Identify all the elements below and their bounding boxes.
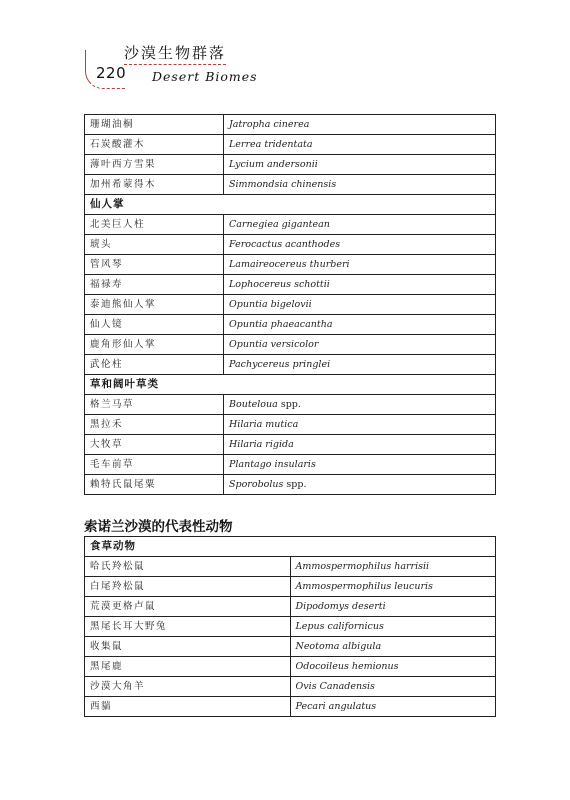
scientific-name-cell <box>224 255 496 275</box>
common-name-cell: 白尾羚松鼠 <box>85 577 291 597</box>
scientific-name-text: Lophocereus schottii <box>229 279 330 290</box>
common-name-cell: 武伦柱 <box>85 355 224 375</box>
table-row <box>85 557 496 577</box>
group-label: 草和阔叶草类 <box>85 375 496 395</box>
scientific-name-text: Pecari angulatus <box>295 701 377 712</box>
animals-section-heading: 索诺兰沙漠的代表性动物 <box>84 519 233 535</box>
common-name-cell: 格兰马草 <box>85 395 224 415</box>
scientific-name-text: Carnegiea gigantean <box>229 219 330 230</box>
scientific-name-cell <box>224 115 496 135</box>
scientific-name-cell <box>290 597 496 617</box>
book-title: 沙漠生物群落 <box>124 44 227 62</box>
scientific-name-cell <box>224 175 496 195</box>
common-name-cell: 收集鼠 <box>85 637 291 657</box>
scientific-name-cell <box>290 577 496 597</box>
page-number: 220 <box>96 64 127 82</box>
scientific-name-text: Lerrea tridentata <box>229 139 313 150</box>
common-name-cell: 赖特氏鼠尾粟 <box>85 475 224 495</box>
table-row <box>85 657 496 677</box>
table-row <box>85 235 496 255</box>
scientific-name-text: Ammospermophilus harrisii <box>295 561 430 572</box>
common-name-cell: 黑拉禾 <box>85 415 224 435</box>
table-row <box>85 697 496 717</box>
common-name-cell: 毛车前草 <box>85 455 224 475</box>
scientific-name-text: Dipodomys deserti <box>295 601 386 612</box>
group-label: 仙人掌 <box>85 195 496 215</box>
table-row <box>85 155 496 175</box>
scientific-name-cell <box>290 657 496 677</box>
table-row <box>85 455 496 475</box>
common-name-cell: 大牧草 <box>85 435 224 455</box>
scientific-name-cell <box>224 135 496 155</box>
common-name-cell: 哈氏羚松鼠 <box>85 557 291 577</box>
group-row <box>85 537 496 557</box>
scientific-name-cell <box>224 275 496 295</box>
scientific-name-cell <box>290 677 496 697</box>
table-row <box>85 637 496 657</box>
group-row <box>85 375 496 395</box>
scientific-name-cell <box>224 475 496 495</box>
common-name-cell: 福禄寿 <box>85 275 224 295</box>
common-name-cell: 北美巨人柱 <box>85 215 224 235</box>
scientific-name-cell <box>290 697 496 717</box>
table-row <box>85 315 496 335</box>
scientific-name-cell <box>224 415 496 435</box>
table-row <box>85 617 496 637</box>
scientific-name-text: Neotoma albigula <box>295 641 382 652</box>
table-row <box>85 135 496 155</box>
scientific-name-text: Opuntia bigelovii <box>229 299 312 310</box>
scientific-name-text: Jatropha cinerea <box>229 119 310 130</box>
header-decoration-rule <box>124 64 226 65</box>
common-name-cell: 鹿角形仙人掌 <box>85 335 224 355</box>
scientific-name-text: Lepus californicus <box>295 621 384 632</box>
scientific-name-cell <box>224 355 496 375</box>
scientific-name-text: Opuntia phaeacantha <box>229 319 333 330</box>
table-row <box>85 175 496 195</box>
scientific-name-text: Opuntia versicolor <box>229 339 319 350</box>
scientific-name-text: Ferocactus acanthodes <box>229 239 341 250</box>
scientific-name-cell <box>290 617 496 637</box>
table-row <box>85 255 496 275</box>
common-name-cell: 黑尾鹿 <box>85 657 291 677</box>
table-row <box>85 395 496 415</box>
scientific-name-cell <box>224 395 496 415</box>
scientific-name-cell <box>224 215 496 235</box>
scientific-name-suffix: spp. <box>283 479 307 490</box>
plants-table <box>84 114 496 495</box>
scientific-name-text: Hilaria rigida <box>229 439 294 450</box>
group-label: 食草动物 <box>85 537 496 557</box>
scientific-name-text: Odocoileus hemionus <box>295 661 399 672</box>
common-name-cell: 加州希蒙得木 <box>85 175 224 195</box>
scientific-name-text: Lamaireocereus thurberi <box>229 259 350 270</box>
table-row <box>85 275 496 295</box>
scientific-name-text: Pachycereus pringlei <box>229 359 331 370</box>
table-row <box>85 677 496 697</box>
scientific-name-text: Ammospermophilus leucuris <box>295 581 433 592</box>
plants-table-body <box>85 115 496 495</box>
scientific-name-cell <box>290 557 496 577</box>
table-row <box>85 215 496 235</box>
scientific-name-text: Hilaria mutica <box>229 419 299 430</box>
scientific-name-text: Lycium andersonii <box>229 159 318 170</box>
scientific-name-text: Simmondsia chinensis <box>229 179 337 190</box>
table-row <box>85 435 496 455</box>
animals-table-body <box>85 537 496 717</box>
table-row <box>85 115 496 135</box>
scientific-name-text: Bouteloua <box>229 399 278 410</box>
table-row <box>85 335 496 355</box>
scientific-name-suffix: spp. <box>277 399 301 410</box>
scientific-name-text: Ovis Canadensis <box>295 681 375 692</box>
scientific-name-cell <box>224 435 496 455</box>
common-name-cell: 石炭酸灌木 <box>85 135 224 155</box>
scientific-name-text: Plantago insularis <box>229 459 316 470</box>
common-name-cell: 西貒 <box>85 697 291 717</box>
table-row <box>85 577 496 597</box>
scientific-name-cell <box>224 315 496 335</box>
table-row <box>85 295 496 315</box>
scientific-name-cell <box>224 455 496 475</box>
common-name-cell: 泰迪熊仙人掌 <box>85 295 224 315</box>
group-row <box>85 195 496 215</box>
common-name-cell: 荒漠更格卢鼠 <box>85 597 291 617</box>
scientific-name-cell <box>290 637 496 657</box>
common-name-cell: 薄叶西方雪果 <box>85 155 224 175</box>
table-row <box>85 355 496 375</box>
scientific-name-cell <box>224 335 496 355</box>
book-subtitle: Desert Biomes <box>152 69 258 84</box>
scientific-name-cell <box>224 295 496 315</box>
common-name-cell: 琥头 <box>85 235 224 255</box>
table-row <box>85 415 496 435</box>
scientific-name-text: Sporobolus <box>229 479 284 490</box>
scientific-name-cell <box>224 155 496 175</box>
animals-table <box>84 536 496 717</box>
common-name-cell: 黑尾长耳大野兔 <box>85 617 291 637</box>
common-name-cell: 沙漠大角羊 <box>85 677 291 697</box>
common-name-cell: 仙人镜 <box>85 315 224 335</box>
table-row <box>85 475 496 495</box>
common-name-cell: 管风琴 <box>85 255 224 275</box>
common-name-cell: 珊瑚油桐 <box>85 115 224 135</box>
table-row <box>85 597 496 617</box>
scientific-name-cell <box>224 235 496 255</box>
